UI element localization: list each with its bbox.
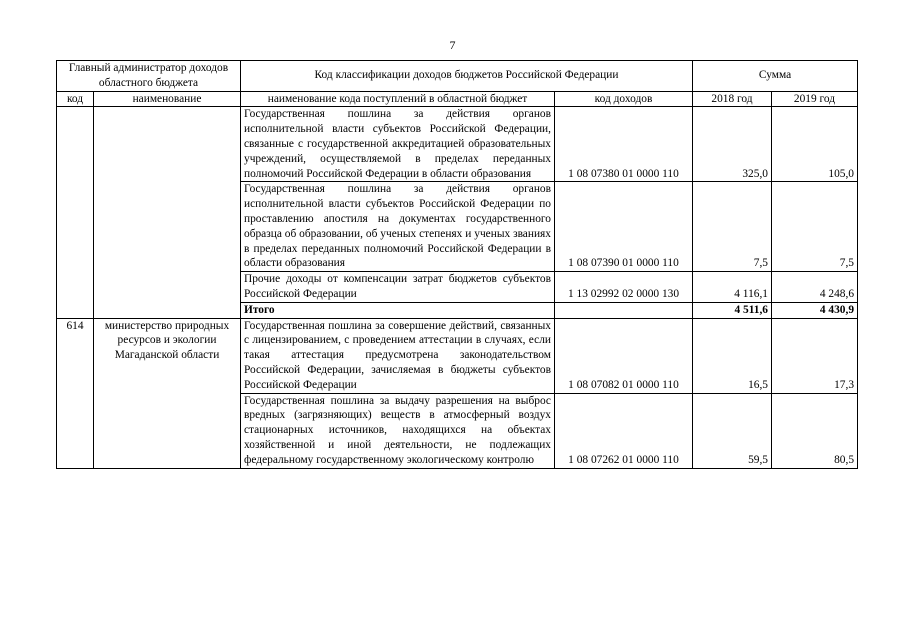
income-code-cell: 1 13 02992 02 0000 130 bbox=[555, 272, 693, 303]
income-name-cell: Прочие доходы от компенсации затрат бюджетов субъектов Российской Федерации bbox=[241, 272, 555, 303]
total-2019-cell: 4 430,9 bbox=[772, 302, 858, 318]
admin-name-cell bbox=[94, 107, 241, 318]
amount-2019-cell: 7,5 bbox=[772, 182, 858, 272]
admin-code-cell bbox=[57, 107, 94, 318]
amount-2019-cell: 105,0 bbox=[772, 107, 858, 182]
income-code-cell: 1 08 07262 01 0000 110 bbox=[555, 393, 693, 468]
header-col-income-code: код доходов bbox=[555, 91, 693, 107]
header-col-code: код bbox=[57, 91, 94, 107]
income-code-cell bbox=[555, 302, 693, 318]
total-2018-cell: 4 511,6 bbox=[693, 302, 772, 318]
header-row-groups bbox=[57, 61, 858, 92]
amount-2019-cell: 17,3 bbox=[772, 318, 858, 393]
header-sum-group: Сумма bbox=[693, 61, 858, 92]
income-code-cell: 1 08 07390 01 0000 110 bbox=[555, 182, 693, 272]
header-col-name: наименование bbox=[94, 91, 241, 107]
total-label: Итого bbox=[241, 302, 555, 318]
amount-2018-cell: 7,5 bbox=[693, 182, 772, 272]
income-name-cell: Государственная пошлина за действия органов исполнительной власти субъектов Российской Федерации по проставлению апостиля на документах государственного образца об образовании, об ученых степенях и ученых званиях в пределах переданных полномочий Российской Федерации в области образования bbox=[241, 182, 555, 272]
income-name-cell: Государственная пошлина за совершение действий, связанных с лицензированием, с проведением аттестации в случаях, если такая аттестация предусмотрена законодательством Российской Федерации, зачисляемая в бюджеты субъектов Российской Федерации bbox=[241, 318, 555, 393]
income-name-cell: Государственная пошлина за выдачу разрешения на выброс вредных (загрязняющих) веществ в атмосферный воздух стационарных источников, находящихся на объектах хозяйственной и иной деятельности, не подлежащих федеральному государственному экологическому контролю bbox=[241, 393, 555, 468]
header-col-2018: 2018 год bbox=[693, 91, 772, 107]
admin-name-cell: министерство природных ресурсов и экологии Магаданской области bbox=[94, 318, 241, 468]
table-row bbox=[57, 318, 858, 393]
header-row-columns bbox=[57, 91, 858, 107]
header-col-2019: 2019 год bbox=[772, 91, 858, 107]
table-row bbox=[57, 107, 858, 182]
amount-2018-cell: 59,5 bbox=[693, 393, 772, 468]
amount-2019-cell: 4 248,6 bbox=[772, 272, 858, 303]
revenue-table bbox=[56, 60, 858, 469]
admin-code-cell: 614 bbox=[57, 318, 94, 468]
amount-2018-cell: 16,5 bbox=[693, 318, 772, 393]
income-name-cell: Государственная пошлина за действия органов исполнительной власти субъектов Российской Федерации, связанные с государственной аккредитацией образовательных учреждений, осуществляемой в пределах переданных полномочий Российской Федерации в области образования bbox=[241, 107, 555, 182]
header-classification-group: Код классификации доходов бюджетов Российской Федерации bbox=[241, 61, 693, 92]
amount-2018-cell: 4 116,1 bbox=[693, 272, 772, 303]
header-admin-group: Главный администратор доходов областного бюджета bbox=[57, 61, 241, 92]
page-number: 7 bbox=[449, 38, 456, 52]
header-col-income-name: наименование кода поступлений в областной бюджет bbox=[241, 91, 555, 107]
amount-2018-cell: 325,0 bbox=[693, 107, 772, 182]
amount-2019-cell: 80,5 bbox=[772, 393, 858, 468]
income-code-cell: 1 08 07082 01 0000 110 bbox=[555, 318, 693, 393]
income-code-cell: 1 08 07380 01 0000 110 bbox=[555, 107, 693, 182]
